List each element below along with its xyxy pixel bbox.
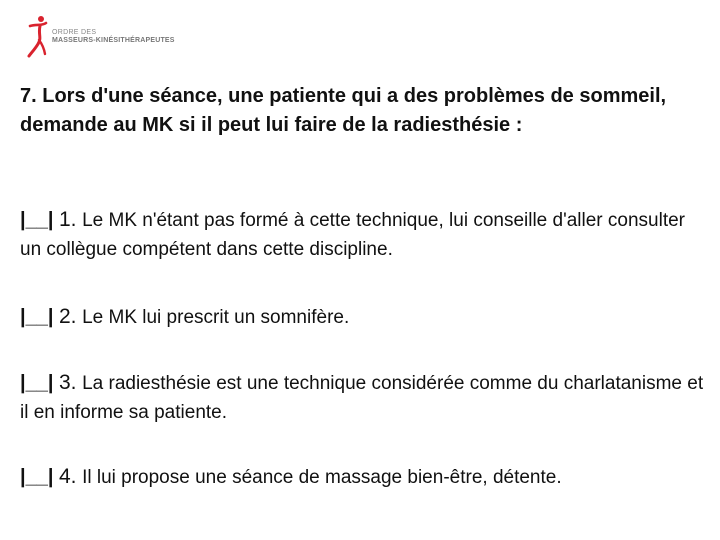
option-text: Le MK lui prescrit un somnifère.	[82, 307, 350, 328]
option-3[interactable]	[20, 368, 710, 427]
option-text: Le MK n'étant pas formé à cette technique, lui conseille d'aller consulter un collègue compétent dans cette discipline.	[20, 210, 686, 260]
option-text: La radiesthésie est une technique considérée comme du charlatanisme et il en informe sa patiente.	[20, 373, 704, 423]
checkbox-blank[interactable]: |__|	[20, 306, 54, 328]
option-text: Il lui propose une séance de massage bien-être, détente.	[82, 467, 562, 488]
option-2[interactable]	[20, 302, 710, 332]
option-number: 4.	[59, 465, 77, 488]
option-number: 2.	[59, 305, 77, 328]
checkbox-blank[interactable]: |__|	[20, 466, 54, 488]
question-text: 7. Lors d'une séance, une patiente qui a des problèmes de sommeil, demande au MK si il peut lui faire de la radiesthésie :	[20, 85, 667, 136]
option-1[interactable]	[20, 205, 710, 264]
logo	[26, 14, 206, 60]
checkbox-blank[interactable]: |__|	[20, 372, 54, 394]
logo-line-1: ORDRE DES	[52, 29, 97, 36]
option-number: 3.	[59, 371, 77, 394]
logo-line-2: MASSEURS-KINÉSITHÉRAPEUTES	[52, 37, 175, 44]
figure-icon	[26, 14, 50, 58]
option-number: 1.	[59, 208, 77, 231]
option-4[interactable]	[20, 462, 710, 492]
checkbox-blank[interactable]: |__|	[20, 209, 54, 231]
